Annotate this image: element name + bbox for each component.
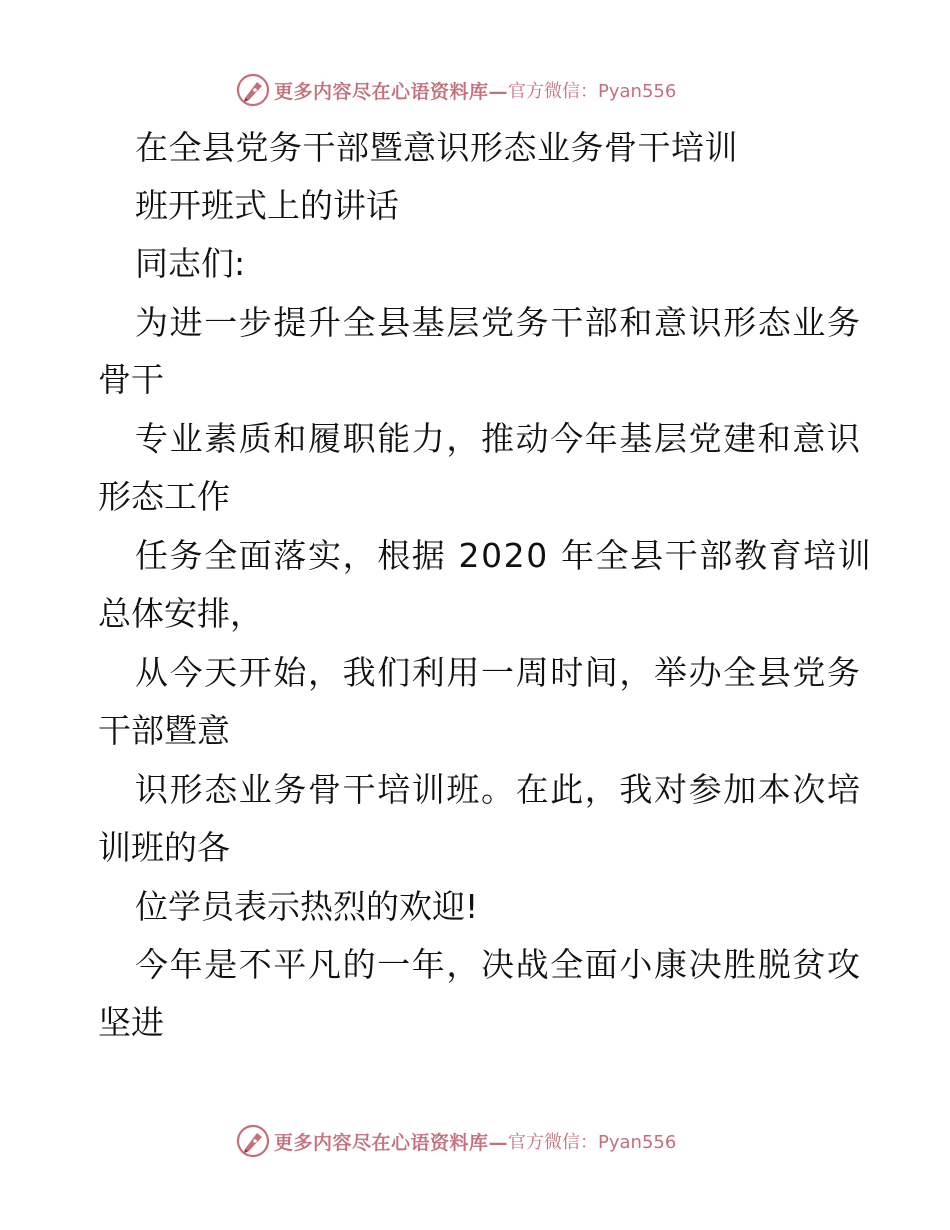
document-title-line-1: 在全县党务干部暨意识形态业务骨干培训 (135, 128, 738, 167)
body-line: 识形态业务骨干培训班。在此，我对参加本次培 (135, 770, 862, 809)
body-line: 从今天开始，我们利用一周时间，举办全县党务 (135, 653, 862, 692)
body-line: 坚进 (98, 1003, 164, 1042)
pen-nib-logo-icon (236, 1124, 270, 1158)
body-line: 骨干 (98, 360, 164, 399)
watermark-slogan: 更多内容尽在心语资料库— (274, 80, 509, 103)
body-line: 形态工作 (98, 477, 230, 516)
watermark-wechat: 官方微信：Pyan556 (508, 81, 677, 102)
body-line: 为进一步提升全县基层党务干部和意识形态业务 (135, 303, 862, 342)
body-line: 任务全面落实，根据 2020 年全县干部教育培训 (135, 536, 873, 575)
body-line: 总体安排， (98, 594, 263, 633)
body-line: 干部暨意 (98, 711, 230, 750)
body-line: 专业素质和履职能力，推动今年基层党建和意识 (135, 419, 862, 458)
document-title-line-2: 班开班式上的讲话 (135, 186, 399, 225)
body-line: 训班的各 (98, 828, 230, 867)
body-line: 今年是不平凡的一年，决战全面小康决胜脱贫攻 (135, 945, 862, 984)
body-line: 位学员表示热烈的欢迎! (135, 887, 479, 926)
watermark-slogan: 更多内容尽在心语资料库— (274, 1131, 509, 1154)
salutation: 同志们: (135, 244, 246, 283)
footer-watermark (236, 1124, 676, 1158)
watermark-wechat: 官方微信：Pyan556 (508, 1132, 677, 1153)
